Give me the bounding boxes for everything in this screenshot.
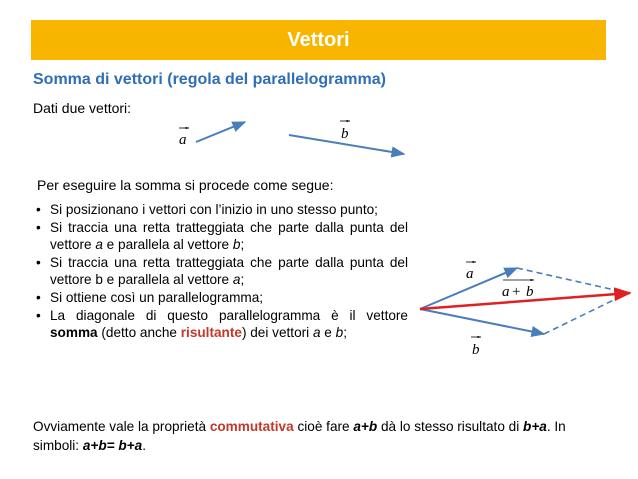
conclusion-end: . bbox=[142, 438, 146, 453]
list-item bbox=[36, 307, 408, 342]
procedure-intro: Per eseguire la somma si procede come segue: bbox=[37, 177, 334, 193]
step-5-text-cont: (detto anche bbox=[97, 325, 181, 341]
step-4-text: Si ottiene così un parallelogramma; bbox=[50, 289, 264, 305]
step-3-end: ; bbox=[240, 272, 245, 288]
conclusion-b-plus-a: b+a bbox=[523, 419, 547, 434]
dashed-line-from-a bbox=[517, 268, 628, 293]
label-sum-plus: + bbox=[512, 284, 521, 300]
list-item bbox=[36, 254, 408, 289]
step-5-risultante: risultante bbox=[180, 325, 242, 341]
conclusion-text bbox=[33, 417, 613, 455]
step-2-var-a: a bbox=[95, 237, 103, 253]
conclusion-part-5: dà lo stesso risultato di bbox=[377, 419, 524, 434]
step-5-var-b: b bbox=[335, 325, 344, 341]
step-5-var-a: a bbox=[312, 325, 321, 341]
step-2-text: Si traccia una retta tratteggiata che parte dalla punta del vettore bbox=[50, 219, 408, 253]
step-3-var-a: a bbox=[232, 272, 241, 288]
step-3-text: Si traccia una retta tratteggiata che parte dalla punta del vettore b e parallela al vettore bbox=[50, 254, 408, 288]
conclusion-formula: a+b= b+a bbox=[82, 438, 143, 453]
list-item bbox=[36, 289, 408, 307]
vector-b-placed bbox=[420, 309, 544, 334]
steps-list bbox=[36, 201, 408, 342]
label-b-top: b bbox=[341, 126, 349, 142]
step-2-text-cont: e parallela al vettore bbox=[102, 237, 233, 253]
label-sum-b: b bbox=[526, 284, 534, 300]
label-b-right: b bbox=[472, 342, 480, 358]
list-item bbox=[36, 219, 408, 254]
section-subtitle: Somma di vettori (regola del parallelogramma) bbox=[33, 71, 386, 88]
intro-text: Dati due vettori: bbox=[33, 100, 132, 116]
page-title: Vettori bbox=[287, 29, 350, 51]
step-5-end: ; bbox=[343, 325, 347, 341]
step-5-text-cont2: ) dei vettori bbox=[241, 325, 313, 341]
step-2-end: ; bbox=[240, 237, 245, 253]
conclusion-commutativa: commutativa bbox=[209, 419, 294, 434]
label-a-right: a bbox=[466, 266, 474, 282]
label-sum-a: a bbox=[502, 284, 510, 300]
step-5-text: La diagonale di questo parallelogramma è il vettore bbox=[50, 307, 408, 323]
conclusion-part-3: cioè fare bbox=[293, 419, 354, 434]
conclusion-a-plus-b: a+b bbox=[353, 419, 378, 434]
step-2-var-b: b bbox=[232, 237, 241, 253]
conclusion-part-7: . In simboli: bbox=[33, 419, 566, 453]
step-5-somma: somma bbox=[50, 325, 98, 341]
step-5-and: e bbox=[320, 325, 336, 341]
label-a-top: a bbox=[179, 132, 187, 148]
vector-a-given bbox=[196, 122, 245, 142]
conclusion-part-1: Ovviamente vale la proprietà bbox=[33, 419, 210, 434]
list-item bbox=[36, 201, 408, 219]
step-1-text: Si posizionano i vettori con l’inizio in uno stesso punto; bbox=[50, 202, 378, 217]
